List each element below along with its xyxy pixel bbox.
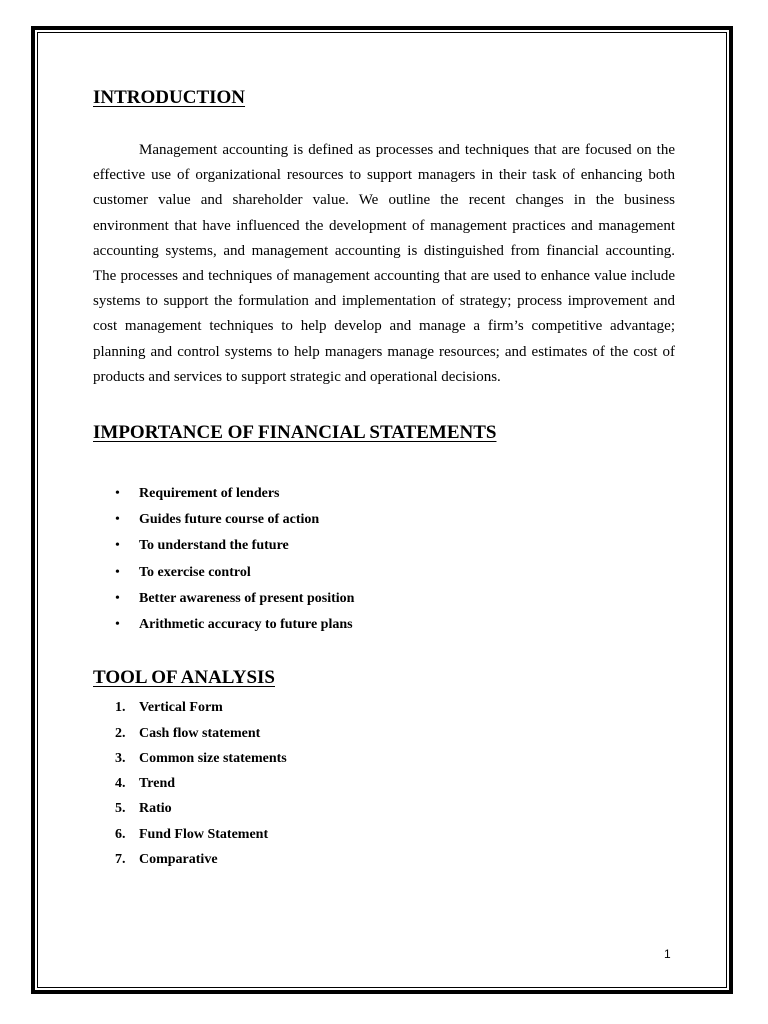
list-item (93, 771, 675, 796)
list-item-label: To exercise control (139, 564, 251, 580)
bullet-icon: • (115, 486, 120, 502)
importance-heading: IMPORTANCE OF FINANCIAL STATEMENTS (93, 422, 497, 444)
list-item-number: 6. (115, 826, 126, 842)
bullet-icon: • (115, 538, 120, 554)
list-item (93, 746, 675, 771)
bullet-icon: • (115, 617, 120, 633)
introduction-heading: INTRODUCTION (93, 87, 246, 108)
list-item (93, 822, 675, 847)
list-item-label: To understand the future (139, 538, 289, 554)
list-item-number: 5. (115, 801, 126, 817)
list-item-label: Comparative (139, 852, 218, 868)
list-item (93, 507, 675, 533)
bullet-icon: • (115, 590, 120, 606)
list-item-label: Vertical Form (139, 700, 223, 716)
list-item-label: Requirement of lenders (139, 486, 280, 502)
list-item (93, 533, 675, 559)
document-body (93, 84, 675, 872)
list-item (93, 695, 675, 720)
list-item-number: 2. (115, 725, 126, 741)
list-item (93, 586, 675, 612)
list-item-label: Ratio (139, 801, 172, 817)
list-item (93, 847, 675, 872)
list-item-label: Fund Flow Statement (139, 826, 269, 842)
introduction-paragraph: Management accounting is defined as processes and techniques that are focused on the effective use of organizational resources to support managers in their task of enhancing both customer value and shareholder value. We outline the recent changes in the business environment that have influenced the development of management practices and management accounting systems, and management accounting is distinguished from financial accounting. The processes and techniques of management accounting that are used to enhance value include systems to support the formulation and implementation of strategy; process improvement and cost management techniques to help develop and manage a firm’s competitive advantage; planning and control systems to help managers manage resources; and estimates of the cost of products and services to support strategic and operational decisions. (93, 142, 675, 385)
bullet-icon: • (115, 564, 120, 580)
list-item-label: Cash flow statement (139, 725, 261, 741)
tools-list (93, 695, 675, 872)
list-item-label: Trend (139, 776, 176, 792)
list-item-number: 1. (115, 700, 126, 716)
list-item-label: Guides future course of action (139, 512, 320, 528)
list-item (93, 481, 675, 507)
importance-list (93, 481, 675, 638)
list-item-number: 7. (115, 852, 126, 868)
list-item (93, 721, 675, 746)
list-item-label: Common size statements (139, 750, 287, 766)
list-item (93, 612, 675, 638)
list-item-number: 4. (115, 776, 126, 792)
bullet-icon: • (115, 512, 120, 528)
tools-heading: TOOL OF ANALYSIS (93, 667, 275, 689)
list-item-label: Better awareness of present position (139, 590, 355, 606)
list-item-label: Arithmetic accuracy to future plans (139, 617, 353, 633)
list-item (93, 560, 675, 586)
list-item-number: 3. (115, 750, 126, 766)
list-item (93, 796, 675, 821)
page-number: 1 (664, 947, 671, 961)
